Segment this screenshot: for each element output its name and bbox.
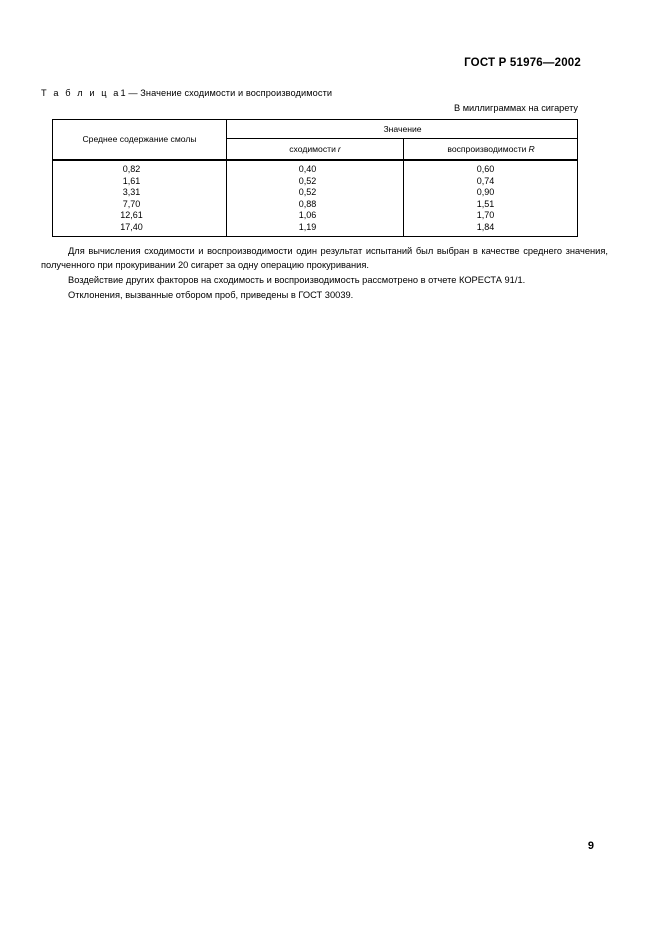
table-units-note: В миллиграммах на сигарету (454, 103, 578, 113)
table-cell: 0,60 (476, 164, 495, 174)
table-cell: 7,70 (122, 198, 141, 209)
paragraph: Для вычисления сходимости и воспроизводимости один результат испытаний был выбран в качестве среднего значения, полученного при прокуривании 20 сигарет за одну операцию прокуривания. (41, 246, 608, 271)
page-number: 9 (587, 840, 594, 852)
table-column-tar (53, 162, 226, 236)
table-body (53, 162, 578, 236)
paragraph: Отклонения, вызванные отбором проб, приведены в ГОСТ 30039. (68, 289, 354, 300)
table-cell: 3,31 (122, 187, 141, 198)
table-header-repeatability-label: сходимости (289, 144, 336, 154)
paragraph: Воздействие других факторов на сходимость и воспроизводимость рассмотрено в отчете КОРЕСТА 91/1. (68, 275, 526, 286)
table-cell: 0,82 (122, 164, 141, 174)
body-text (41, 244, 608, 302)
table-caption-text: 1 — Значение сходимости и воспроизводимости (120, 88, 333, 98)
table-cell: 0,90 (476, 187, 495, 198)
table-caption-label: Т а б л и ц а (41, 88, 121, 98)
table-cell: 0,40 (298, 164, 317, 174)
table-cell: 1,70 (476, 210, 495, 221)
table-cell: 17,40 (120, 221, 143, 232)
table-cell: 1,84 (476, 221, 495, 232)
table-header-reproducibility-symbol: R (528, 144, 535, 154)
running-head: ГОСТ Р 51976—2002 (464, 57, 581, 69)
table-header-reproducibility (404, 139, 578, 159)
table-cell: 0,88 (298, 198, 317, 209)
table-caption (41, 88, 332, 98)
table-header-rule (52, 159, 578, 161)
table-cell: 1,06 (298, 210, 317, 221)
table-cell: 1,61 (122, 175, 141, 186)
table-header-value: Значение (383, 124, 422, 134)
table-column-repeatability (226, 162, 403, 236)
table-header-reproducibility-label: воспроизводимости (447, 144, 527, 154)
table-cell: 0,52 (298, 187, 317, 198)
table-cell: 1,19 (298, 221, 317, 232)
table-column-reproducibility (403, 162, 578, 236)
table-header-repeatability-symbol: r (337, 144, 341, 154)
table-cell: 12,61 (120, 210, 143, 221)
table-header-tar: Среднее содержание смолы (82, 134, 197, 144)
table-cell: 0,74 (476, 175, 495, 186)
table-cell: 0,52 (298, 175, 317, 186)
table-header-repeatability (227, 139, 403, 159)
table-cell: 1,51 (476, 198, 495, 209)
